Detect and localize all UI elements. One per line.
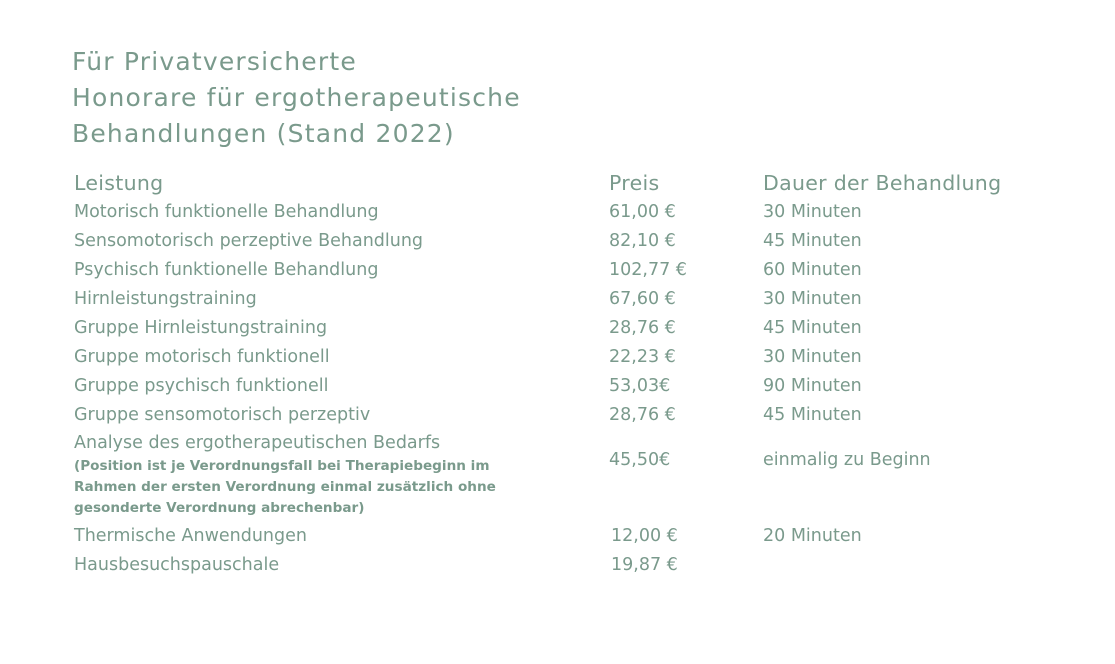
duration-cell: 60 Minuten [763, 260, 862, 280]
table-row [74, 256, 1054, 285]
price-cell: 67,60 € [609, 289, 676, 309]
table-row [74, 285, 1054, 314]
table-row [74, 227, 1054, 256]
service-cell [74, 430, 554, 519]
price-cell: 61,00 € [609, 202, 676, 222]
service-cell: Sensomotorisch perzeptive Behandlung [74, 231, 424, 251]
service-note: (Position ist je Verordnungsfall bei Therapiebeginn im Rahmen der ersten Verordnung einmal zusätzlich ohne gesonderte Verordnung abrechenbar) [74, 458, 496, 516]
table-row [74, 372, 1054, 401]
service-cell: Gruppe motorisch funktionell [74, 347, 330, 367]
column-header-service: Leistung [74, 171, 164, 195]
table-row [74, 314, 1054, 343]
page-title [72, 44, 521, 152]
table-row [74, 401, 1054, 430]
service-cell: Gruppe Hirnleistungstraining [74, 318, 328, 338]
duration-cell: 20 Minuten [763, 526, 862, 546]
service-cell: Gruppe psychisch funktionell [74, 376, 329, 396]
service-label: Analyse des ergotherapeutischen Bedarfs [74, 433, 441, 453]
service-cell: Thermische Anwendungen [74, 526, 307, 546]
table-header-row [74, 168, 1054, 198]
duration-cell: 30 Minuten [763, 202, 862, 222]
duration-cell: 90 Minuten [763, 376, 862, 396]
price-cell: 82,10 € [609, 231, 676, 251]
table-row [74, 522, 1054, 551]
title-line: Für Privatversicherte [72, 47, 357, 76]
price-cell: 28,76 € [609, 405, 676, 425]
service-cell: Gruppe sensomotorisch perzeptiv [74, 405, 371, 425]
price-cell: 12,00 € [611, 526, 678, 546]
column-header-price: Preis [609, 171, 660, 195]
column-header-duration: Dauer der Behandlung [763, 171, 1002, 195]
service-cell: Hirnleistungstraining [74, 289, 257, 309]
price-cell: 22,23 € [609, 347, 676, 367]
price-cell: 53,03€ [609, 376, 671, 396]
table-row [74, 198, 1054, 227]
duration-cell: 30 Minuten [763, 289, 862, 309]
duration-cell: einmalig zu Beginn [763, 450, 931, 470]
duration-cell: 45 Minuten [763, 405, 862, 425]
service-cell: Hausbesuchspauschale [74, 555, 280, 575]
title-line: Honorare für ergotherapeutische [72, 83, 521, 112]
table-row [74, 551, 1054, 580]
price-cell: 102,77 € [609, 260, 687, 280]
price-table [74, 168, 1054, 580]
price-cell: 28,76 € [609, 318, 676, 338]
duration-cell: 30 Minuten [763, 347, 862, 367]
service-cell: Motorisch funktionelle Behandlung [74, 202, 379, 222]
price-cell: 19,87 € [611, 555, 678, 575]
service-cell: Psychisch funktionelle Behandlung [74, 260, 379, 280]
duration-cell: 45 Minuten [763, 231, 862, 251]
table-row [74, 343, 1054, 372]
title-line: Behandlungen (Stand 2022) [72, 119, 455, 148]
duration-cell: 45 Minuten [763, 318, 862, 338]
table-row [74, 430, 1054, 522]
price-cell: 45,50€ [609, 450, 671, 470]
